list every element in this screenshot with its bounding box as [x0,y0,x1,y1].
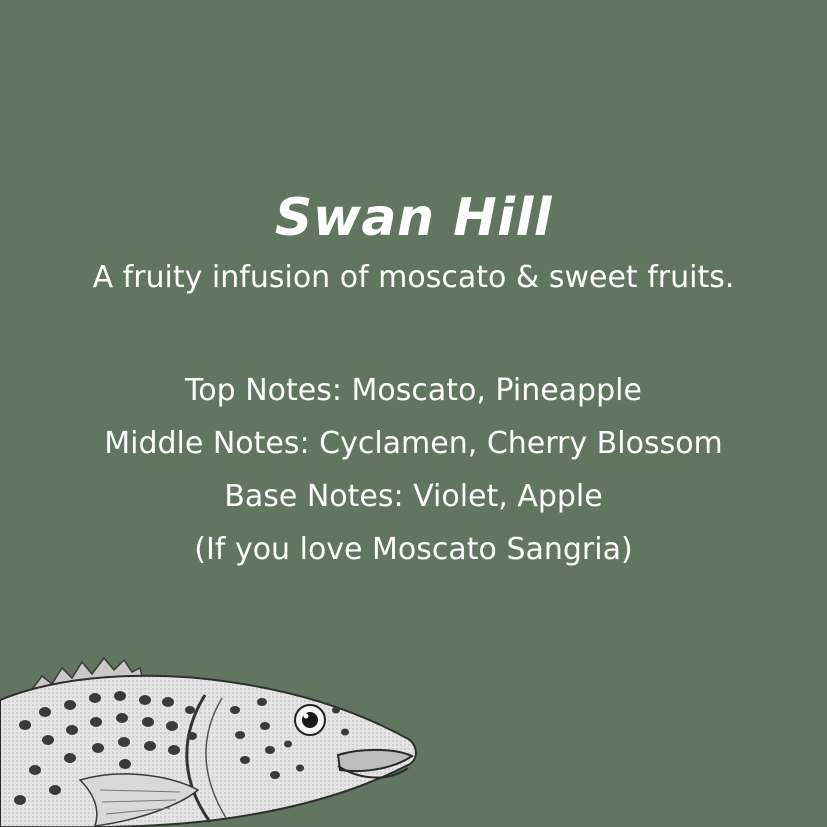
product-description: A fruity infusion of moscato & sweet fruits. [92,260,735,295]
fish-eye [295,705,325,735]
product-title: Swan Hill [274,187,553,248]
scent-notes [0,364,827,576]
notes-tagline: (If you love Moscato Sangria) [194,532,633,567]
middle-notes: Middle Notes: Cyclamen, Cherry Blossom [104,426,723,461]
top-notes: Top Notes: Moscato, Pineapple [185,373,642,408]
fish-illustration [0,640,430,827]
base-notes: Base Notes: Violet, Apple [224,479,603,514]
